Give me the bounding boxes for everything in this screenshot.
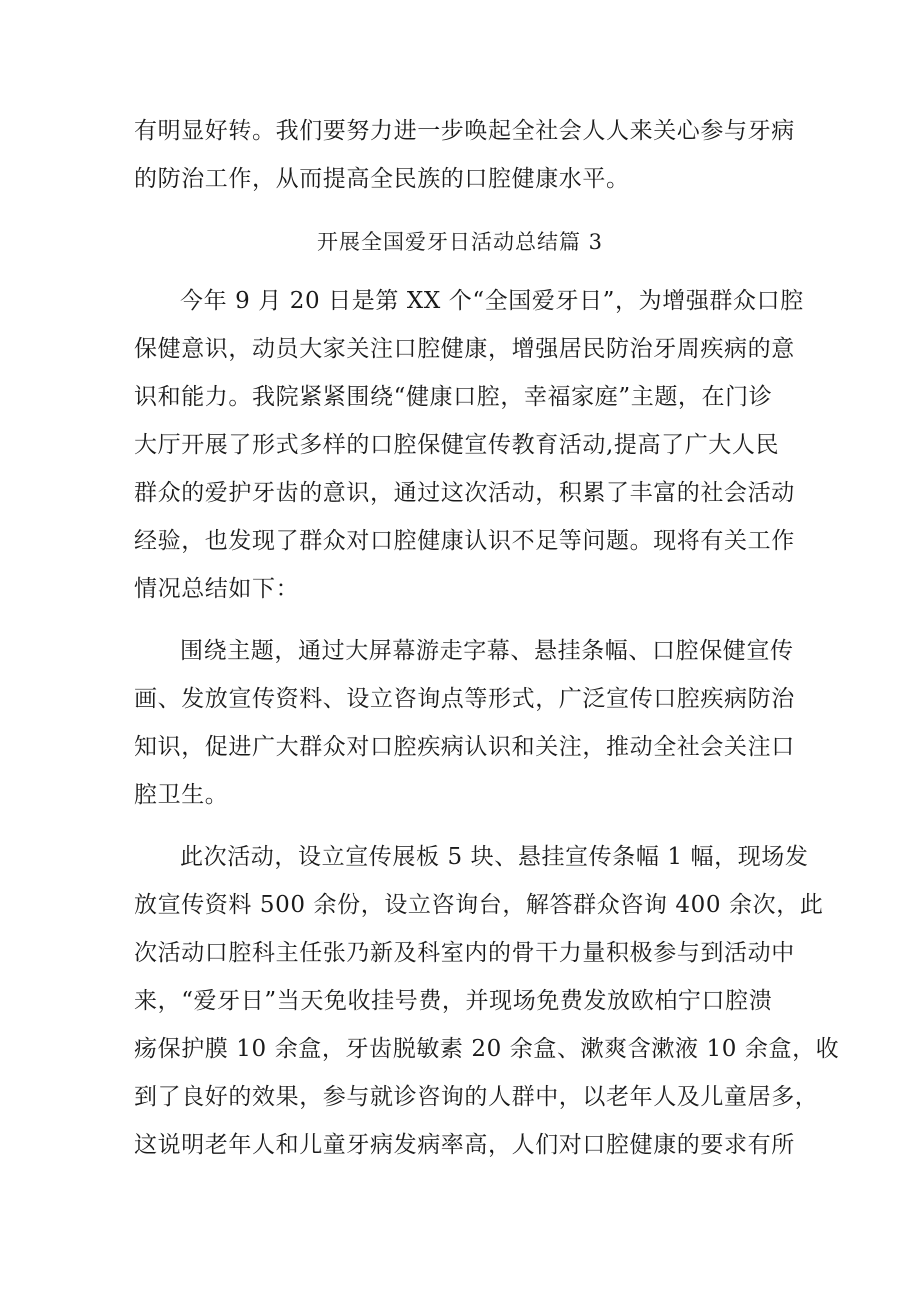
- text-line: 经验，也发现了群众对口腔健康认识不足等问题。现将有关工作: [134, 528, 795, 554]
- text-line: 保健意识，动员大家关注口腔健康，增强居民防治牙周疾病的意: [134, 336, 795, 362]
- text-line: 次活动口腔科主任张乃新及科室内的骨干力量积极参与到活动中: [134, 940, 795, 966]
- text-line: 大厅开展了形式多样的口腔保健宣传教育活动,提高了广大人民: [134, 432, 780, 458]
- text-line: 围绕主题，通过大屏幕游走字幕、悬挂条幅、口腔保健宣传: [180, 638, 794, 664]
- text-line: 腔卫生。: [134, 782, 229, 808]
- text-line: 情况总结如下：: [134, 576, 300, 602]
- text-line: 知识，促进广大群众对口腔疾病认识和关注，推动全社会关注口: [134, 734, 795, 760]
- text-line: 到了良好的效果，参与就诊咨询的人群中，以老年人及儿童居多，: [134, 1084, 819, 1110]
- text-line: 这说明老年人和儿童牙病发病率高，人们对口腔健康的要求有所: [134, 1132, 795, 1158]
- text-line: 此次活动，设立宣传展板 5 块、悬挂宣传条幅 1 幅，现场发: [180, 844, 809, 870]
- text-line: 来，“爱牙日”当天免收挂号费，并现场免费发放欧柏宁口腔溃: [134, 988, 773, 1014]
- text-line: 群众的爱护牙齿的意识，通过这次活动，积累了丰富的社会活动: [134, 480, 795, 506]
- text-line: 放宣传资料 500 余份，设立咨询台，解答群众咨询 400 余次，此: [134, 892, 824, 918]
- text-line: 有明显好转。我们要努力进一步唤起全社会人人来关心参与牙病: [134, 118, 795, 144]
- text-line: 疡保护膜 10 余盒，牙齿脱敏素 20 余盒、漱爽含漱液 10 余盒，收: [134, 1036, 840, 1062]
- text-line: 的防治工作，从而提高全民族的口腔健康水平。: [134, 166, 630, 192]
- text-line: 识和能力。我院紧紧围绕“健康口腔，幸福家庭”主题，在门诊: [134, 384, 773, 410]
- section-heading: 开展全国爱牙日活动总结篇 3: [316, 230, 604, 254]
- text-line: 今年 9 月 20 日是第 XX 个“全国爱牙日”，为增强群众口腔: [180, 288, 804, 314]
- text-line: 画、发放宣传资料、设立咨询点等形式，广泛宣传口腔疾病防治: [134, 686, 795, 712]
